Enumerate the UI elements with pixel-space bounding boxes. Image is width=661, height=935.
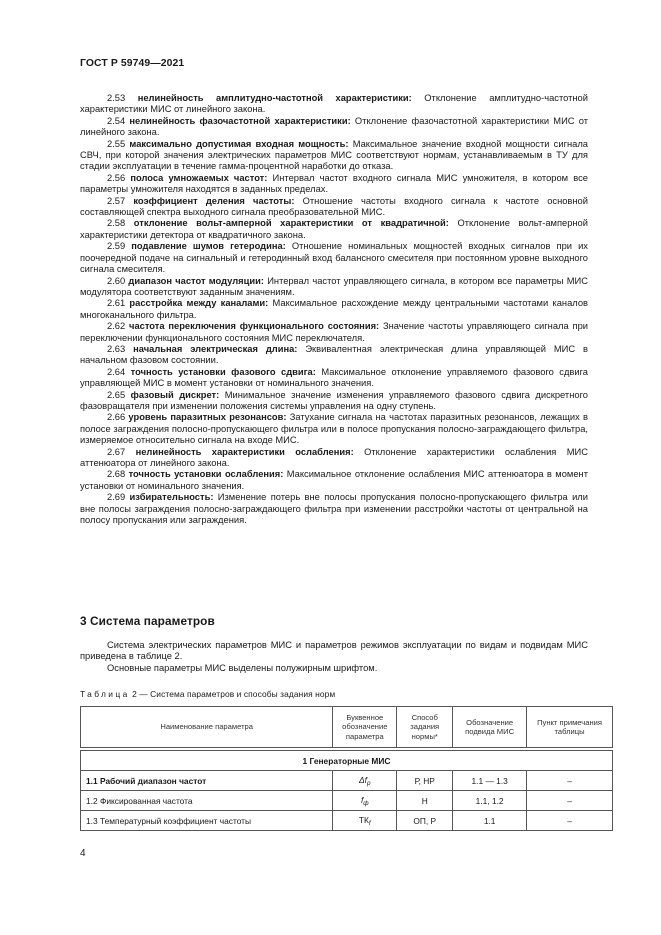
term-definition xyxy=(80,139,588,173)
terms-list xyxy=(80,93,588,526)
term-text: Максимальное отклонение управляемого фазового сдвига управляющей МИС в момент установки от номинального значения. xyxy=(80,366,588,389)
symbol-main: Δf xyxy=(359,774,367,785)
param-subtype: 1.1 xyxy=(453,811,527,831)
term-number: 2.53 xyxy=(107,93,126,103)
term-text: Максимальное отклонение ослабления МИС аттенюатора в момент установки от номинального значения. xyxy=(80,469,588,491)
table-caption-label: Таблица xyxy=(80,689,130,699)
header-symbol: Буквенное обозначение параметра xyxy=(333,707,397,748)
term-name: коэффициент деления частоты: xyxy=(133,195,295,206)
parameters-table xyxy=(80,706,613,831)
term-definition xyxy=(80,492,588,526)
term-definition xyxy=(80,93,588,116)
term-name: частота переключения функционального состояния: xyxy=(129,321,380,332)
term-text: Изменение потерь вне полосы пропускания полосно-пропускающего фильтра или вне полосы заграждения полосно-заграждающего фильтра при изменении расстройки частоты от центральной на полосу пропускания или заграждения. xyxy=(80,492,588,526)
term-text: Значение частоты управляющего сигнала при переключении функционального состояния МИС переключателя. xyxy=(80,321,588,343)
term-name: нелинейность фазочастотной характеристики: xyxy=(129,115,351,126)
term-number: 2.54 xyxy=(107,115,126,126)
term-number: 2.60 xyxy=(107,275,126,286)
section-paragraph: Основные параметры МИС выделены полужирным шрифтом. xyxy=(107,662,378,673)
param-note: – xyxy=(527,771,613,791)
term-definition xyxy=(80,344,588,367)
term-definition xyxy=(80,367,588,390)
term-name: нелинейность амплитудно-частотной характеристики: xyxy=(137,93,412,103)
table-header-row xyxy=(81,707,613,748)
term-text: Минимальное значение изменения управляемого фазового сдвига дискретного фазовращателя при изменении положения системы управления на одну ступень. xyxy=(80,389,588,411)
group-title: 1 Генераторные МИС xyxy=(81,751,613,771)
term-name: полоса умножаемых частот: xyxy=(130,172,268,183)
term-definition xyxy=(80,321,588,344)
header-note: Пункт примечания таблицы xyxy=(527,707,613,748)
term-name: точность установки фазового сдвига: xyxy=(130,366,316,377)
term-definition xyxy=(80,298,588,321)
param-note: – xyxy=(527,811,613,831)
term-definition xyxy=(80,390,588,413)
param-method: Н xyxy=(397,791,453,811)
term-text: Отклонение вольт-амперной характеристики детектора от квадратичного закона. xyxy=(80,218,588,240)
symbol-subscript: р xyxy=(367,779,371,787)
term-name: точность установки ослабления: xyxy=(128,469,284,480)
term-name: отклонение вольт-амперной характеристики от квадратичной: xyxy=(133,218,449,229)
table-row xyxy=(81,811,613,831)
header-name: Наименование параметра xyxy=(81,707,333,748)
term-text: Отклонение характеристики ослабления МИС аттенюатора от линейного закона. xyxy=(80,446,588,468)
param-method: ОП, Р xyxy=(397,811,453,831)
term-name: уровень паразитных резонансов: xyxy=(128,412,287,423)
term-definition xyxy=(80,469,588,492)
term-definition xyxy=(80,276,588,299)
term-definition xyxy=(80,447,588,470)
term-number: 2.63 xyxy=(107,343,126,354)
param-subtype: 1.1, 1.2 xyxy=(453,791,527,811)
term-text: Эквивалентная электрическая длина управляющей МИС в начальном фазовом состоянии. xyxy=(80,343,588,366)
term-name: фазовый дискрет: xyxy=(130,389,220,400)
header-method: Способ задания нормы* xyxy=(397,707,453,748)
term-name: нелинейность характеристики ослабления: xyxy=(135,446,354,457)
table-caption-text: 2 — Система параметров и способы задания норм xyxy=(129,689,336,699)
section-title: 3 Система параметров xyxy=(80,614,215,628)
term-text: Отношение номинальных мощностей входных сигналов при их поочередной подаче на сигнальный и гетеродинный вход балансного смесителя при постоянном уровне выходного сигнала смесителя. xyxy=(80,241,588,275)
term-number: 2.56 xyxy=(107,172,126,183)
term-number: 2.68 xyxy=(107,469,126,480)
term-definition xyxy=(80,196,588,219)
param-name: 1.3 Температурный коэффициент частоты xyxy=(81,811,333,831)
term-number: 2.62 xyxy=(107,321,126,332)
param-name: 1.2 Фиксированная частота xyxy=(81,791,333,811)
term-definition xyxy=(80,412,588,446)
param-name: 1.1 Рабочий диапазон частот xyxy=(81,771,333,791)
table-row xyxy=(81,791,613,811)
symbol-main: ТК xyxy=(358,814,369,825)
term-number: 2.67 xyxy=(107,446,126,457)
term-name: максимально допустимая входная мощность: xyxy=(129,138,349,149)
term-text: Затухание сигнала на частотах паразитных резонансов, лежащих в полосе заграждения полосно-пропускающего фильтра или в полосе пропускания полосно-заграждающего фильтра, измеряемое относительно сигнала на входе МИС. xyxy=(80,412,588,446)
term-text: Отклонение фазочастотной характеристики МИС от линейного закона. xyxy=(80,115,589,138)
standard-header: ГОСТ Р 59749—2021 xyxy=(80,58,185,69)
term-definition xyxy=(80,218,588,241)
term-number: 2.61 xyxy=(107,298,126,309)
term-definition xyxy=(80,116,588,139)
term-name: диапазон частот модуляции: xyxy=(128,275,264,286)
table-caption xyxy=(80,689,335,699)
term-text: Интервал частот входного сигнала МИС умножителя, в котором все параметры умножителя находятся в заданных пределах. xyxy=(80,172,588,195)
table-group-row xyxy=(81,751,613,771)
section-3 xyxy=(80,614,588,674)
term-number: 2.55 xyxy=(107,138,126,149)
term-text: Максимальное значение входной мощности сигнала СВЧ, при которой значения электрических параметров МИС соответствуют нормам, устанавливаемым в ТУ для стадии эксплуатации в течение гамма-процентной наработки до отказа. xyxy=(80,138,588,172)
header-subtype: Обозначение подвида МИС xyxy=(453,707,527,748)
term-text: Интервал частот управляющего сигнала, в котором все параметры МИС модулятора соответствуют заданным значениям. xyxy=(80,275,588,297)
page-number: 4 xyxy=(80,848,86,859)
param-symbol xyxy=(333,811,397,831)
symbol-main: f xyxy=(360,794,364,805)
term-definition xyxy=(80,241,588,275)
term-name: подавление шумов гетеродина: xyxy=(131,241,286,252)
term-name: избирательность: xyxy=(129,492,214,503)
term-name: начальная электрическая длина: xyxy=(133,343,298,354)
term-number: 2.58 xyxy=(107,218,126,229)
param-note: – xyxy=(527,791,613,811)
param-subtype: 1.1 — 1.3 xyxy=(453,771,527,791)
term-number: 2.66 xyxy=(107,412,126,423)
term-text: Максимальное расхождение между центральными частотами каналов многоканального фильтра. xyxy=(80,298,588,320)
term-text: Отношение частоты входного сигнала к частоте основной составляющей спектра выходного сигнала преобразовательной МИС. xyxy=(80,195,588,218)
term-number: 2.57 xyxy=(107,195,126,206)
param-method: Р, НР xyxy=(397,771,453,791)
table-row xyxy=(81,771,613,791)
term-text: Отклонение амплитудно-частотной характеристики МИС от линейного закона. xyxy=(80,93,588,115)
param-symbol xyxy=(333,771,397,791)
term-number: 2.64 xyxy=(107,366,126,377)
param-symbol xyxy=(333,791,397,811)
term-number: 2.69 xyxy=(107,492,126,503)
section-paragraph: Система электрических параметров МИС и параметров режимов эксплуатации по видам и подвидам МИС приведена в таблице 2. xyxy=(80,640,588,662)
term-definition xyxy=(80,173,588,196)
term-name: расстройка между каналами: xyxy=(129,298,269,309)
symbol-subscript: f xyxy=(368,819,371,827)
term-number: 2.65 xyxy=(107,389,126,400)
symbol-subscript: ф xyxy=(363,799,369,807)
term-number: 2.59 xyxy=(107,241,126,252)
